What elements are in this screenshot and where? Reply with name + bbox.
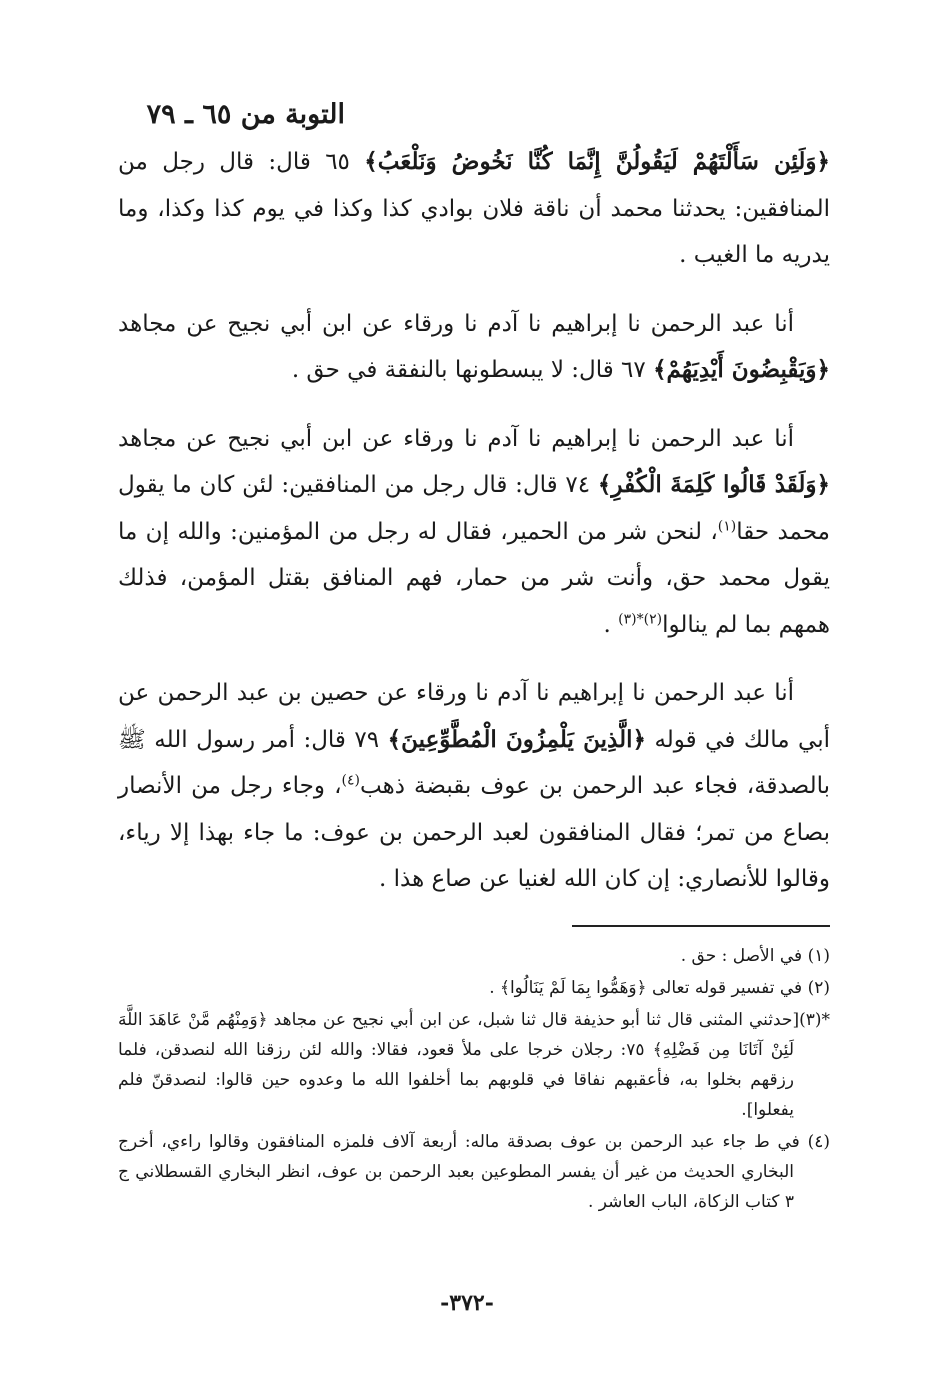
footnote-3: *(٣)[حدثني المثنى قال ثنا أبو حذيفة قال ثنا شبل، عن ابن أبي نجيح عن مجاهد ﴿وَمِنْهُم مَّنْ عَاهَدَ اللَّهَ لَئِنْ آتَانَا مِن فَضْلِهِ﴾ ٧٥: رجلان خرجا على ملأ قعود، فقالا: والله لئن رزقنا الله لنصدقن، فلما رزقهم بخلوا به، فأعقبهم نفاقا في قلوبهم بما أخلفوا الله ما وعدوه حين قالوا: لنصدقنّ فلم يفعلوا]. [118,1009,830,1120]
footnote-ref: (٤) [341,772,360,789]
paragraph-text: . [603,611,619,638]
footnote-divider [572,925,830,927]
quran-verse: ﴿وَلَئِن سَأَلْتَهُمْ لَيَقُولُنَّ إِنَّمَا كُنَّا نَخُوضُ وَنَلْعَبُ﴾ [364,148,831,175]
paragraph-2 [118,301,830,394]
paragraph-text: ، لنحن شر من الحمير، فقال له رجل من المؤمنين: والله إن ما يقول محمد حق، وأنت شر من حمار، فهم المنافق بقتل المؤمن، فذلك همهم بما لم ينالوا [118,518,830,638]
page-body [118,95,830,1219]
paragraph-text: أنا عبد الرحمن نا إبراهيم نا آدم نا ورقاء عن ابن أبي نجيح عن مجاهد [118,425,794,452]
footnote-2: (٢) في تفسير قوله تعالى ﴿وَهَمُّوا بِمَا لَمْ يَنَالُوا﴾ . [489,977,830,998]
footnote-4: (٤) في ط جاء عبد الرحمن بن عوف بصدقة ماله: أربعة آلاف فلمزه المنافقون وقالوا راءي، أخرج البخاري الحديث من غير أن يفسر المطوعين بعبد الرحمن بن عوف، انظر البخاري القسطلاني ج ٣ كتاب الزكاة، الباب العاشر . [118,1131,830,1212]
paragraph-3 [118,416,830,649]
quran-verse: ﴿وَلَقَدْ قَالُوا كَلِمَةَ الْكُفْرِ﴾ [597,471,830,498]
paragraph-text: أنا عبد الرحمن نا إبراهيم نا آدم نا ورقاء عن ابن أبي نجيح عن مجاهد [118,310,794,337]
paragraph-4 [118,670,830,903]
paragraph-text: ٦٥ قال: قال رجل من المنافقين: يحدثنا محمد أن ناقة فلان بوادي كذا وكذا في يوم كذا وكذا، وما يدريه ما الغيب . [118,149,830,268]
footnote-1: (١) في الأصل : حق . [680,945,830,966]
page-number: -٣٧٢- [440,1290,494,1316]
paragraph-text: أنا عبد الرحمن نا إبراهيم نا آدم نا ورقاء عن حصين بن عبد الرحمن عن أبي مالك في قوله [118,680,830,753]
footnote-ref: (١) [717,517,737,534]
footnote-ref: (٢)*(٣) [618,610,663,627]
paragraph-text: ٧٤ قال: قال رجل من المنافقين: لئن كان ما يقول محمد حقا [118,472,830,545]
page-title: التوبة من ٦٥ ـ ٧٩ [146,99,345,130]
paragraph-text: ٦٧ قال: لا يبسطونها بالنفقة في حق . [291,357,654,383]
quran-verse: ﴿وَيَقْبِضُونَ أَيْدِيَهُمْ﴾ [653,356,830,383]
paragraph-text: ، وجاء رجل من الأنصار بصاع من تمر؛ فقال المنافقون لعبد الرحمن بن عوف: ما جاء بهذا إلا رياء، وقالوا للأنصاري: إن كان الله لغنيا عن صاع هذا . [118,773,830,892]
quran-verse: ﴿الَّذِينَ يَلْمِزُونَ الْمُطَّوِّعِينَ﴾ [387,725,646,753]
paragraph-1 [118,139,830,279]
paragraph-text: ٧٩ قال: أمر رسول الله ﷺ بالصدقة، فجاء عبد الرحمن بن عوف بقبضة ذهب [118,726,830,799]
